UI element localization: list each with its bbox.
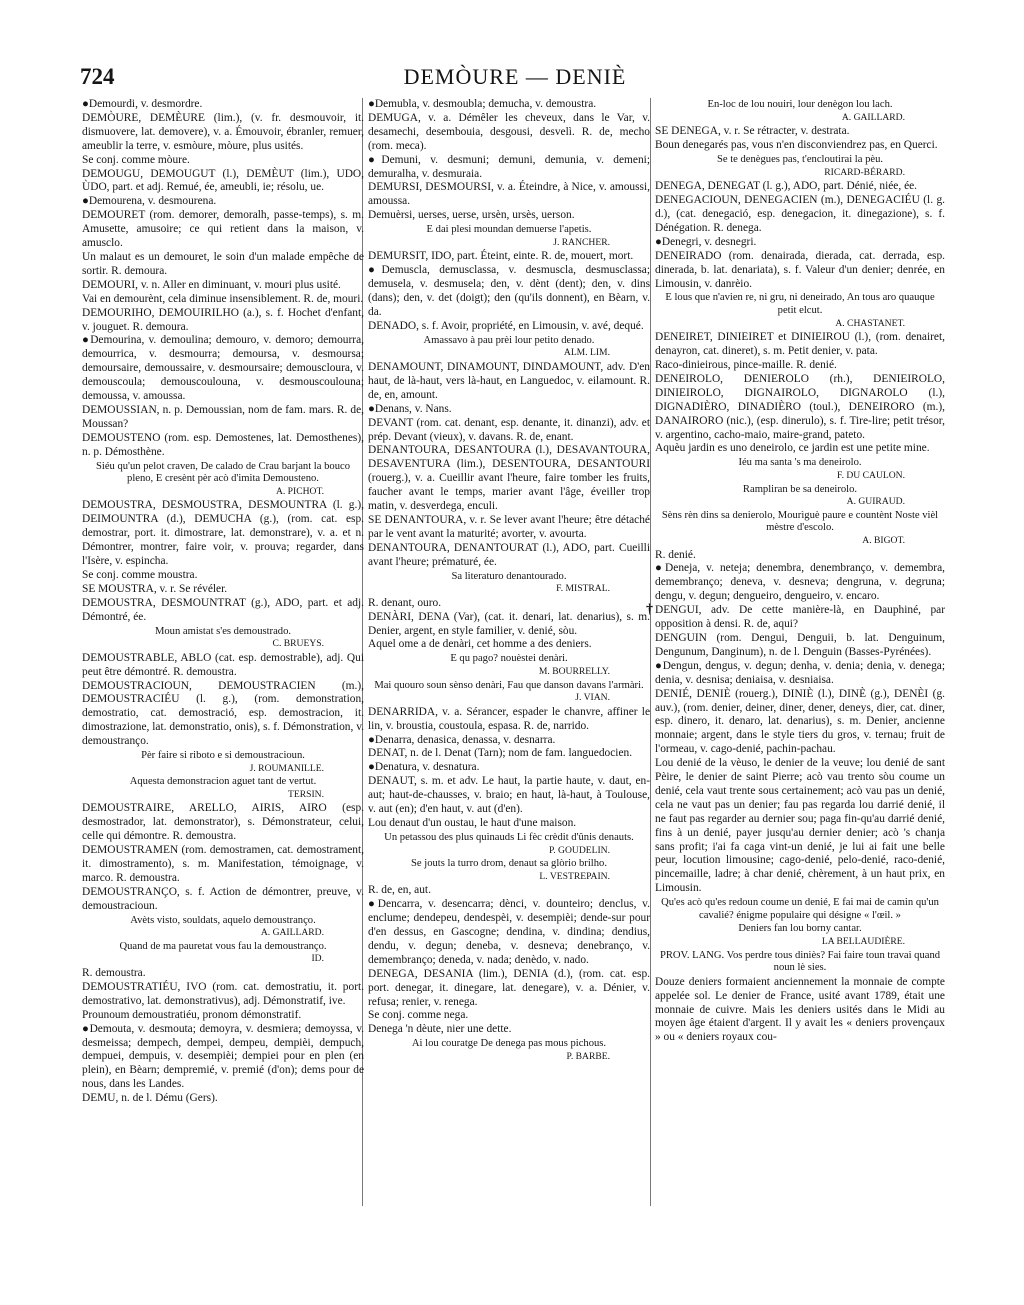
dictionary-entry: ●Demourena, v. desmourena. xyxy=(82,195,217,208)
dictionary-entry: Se conj. comme nega. xyxy=(368,1009,469,1022)
dictionary-entry: DEMU, n. de l. Dému (Gers). xyxy=(82,1092,218,1105)
dictionary-entry: ●Demuscla, demusclassa, v. desmuscla, desmusclassa; demusela, v. desmusela; den, v. dènt (dent); den, v. dins (dans); den, v. det (doigt); den (qu'ils donnent), en Bèarn, v. da. xyxy=(368,264,650,318)
dictionary-entry: DENEGA, DENEGAT (l. g.), ADO, part. Dénié, niée, ée. xyxy=(655,180,918,193)
quotation-attribution: L. VESTREPAIN. xyxy=(539,870,610,882)
quotation-text: Sèns rèn dins sa denierolo, Mourìguè paure e countènt Noste vièl mèstre d'escolo. xyxy=(661,509,939,534)
dictionary-entry: DEMUGA, v. a. Démêler les cheveux, dans le Var, v. desamechi, desembouia, desgousi, desvelì. R. de, mecho (rom. meca). xyxy=(368,111,650,152)
quotation-text: Quand de ma pauretat vous fau la demoustranço. xyxy=(119,940,327,952)
dictionary-entry: ●Denatura, v. desnatura. xyxy=(368,761,480,774)
quotation xyxy=(82,461,364,499)
dictionary-entry: ●Demubla, v. desmoubla; demucha, v. demoustra. xyxy=(368,98,597,110)
quotation-text: Amassavo à pau prèi lour petito denado. xyxy=(423,334,595,346)
dictionary-entry: Un malaut es un demouret, le soin d'un malade empêche de sortir. R. demoura. xyxy=(82,250,364,277)
quotation-attribution: F. DU CAULON. xyxy=(837,469,905,481)
quotation-text: Aquesta demonstracion aguet tant de vertut. xyxy=(129,776,317,788)
dictionary-entry: DEMÒURE, DEMÈURE (lim.), (v. fr. desmouvoir, it. dismuovere, lat. demovere), v. a. Émouvoir, ébranler, remuer, ameublir la terre, v. esmòure, mòure, plus usités. xyxy=(82,111,364,152)
quotation-attribution: LA BELLAUDIÈRE. xyxy=(821,935,905,947)
column-1 xyxy=(82,98,364,1298)
quotation-attribution: F. MISTRAL. xyxy=(556,583,610,595)
page-number: 724 xyxy=(80,64,115,89)
dictionary-entry: Boun denegarés pas, vous n'en disconviendrez pas, en Querci. xyxy=(655,139,938,152)
dictionary-entry: Douze deniers formaient anciennement la monnaie de compte appelée sol. Le denier de France, usité avant 1789, était une monnaie de cuivre. Mais les deniers usités dans le Midi au moyen âge étaient d'argent. Il y avait les « deniers provençaux » ou « deniers royaux cou- xyxy=(655,975,945,1044)
quotation xyxy=(368,858,650,883)
quotation-text: En-loc de lou nouiri, lour denègon lou lach. xyxy=(707,99,893,110)
quotation-text: E dai plesi moundan demuerse l'apetis. xyxy=(426,224,592,236)
quotation-text: Moun amistat s'es demoustrado. xyxy=(154,625,292,637)
quotation-attribution: A. PICHOT. xyxy=(275,485,324,497)
quotation xyxy=(368,571,650,596)
quotation-text: Mai quouro soun sènso denàri, Fau que danson davans l'armàri. xyxy=(374,679,644,691)
column-2 xyxy=(368,98,650,1298)
quotation-text: Deniers fan lou borny cantar. xyxy=(738,923,862,935)
quotation-attribution: ALM. LIM. xyxy=(563,347,610,359)
quotation-attribution: A. GAILLARD. xyxy=(841,111,905,123)
dictionary-entry: R. denié. xyxy=(655,548,696,561)
quotation-text: Iéu ma santa 's ma deneirolo. xyxy=(738,457,862,469)
dictionary-entry: Vai en demourènt, cela diminue insensiblement. R. de, mouri. xyxy=(82,292,364,305)
dictionary-entry: ●Demuni, v. desmuni; demuni, demunia, v. demeni; demuralha, v. desmuraia. xyxy=(368,153,650,180)
dictionary-entry: DEMOUSTRA, DESMOUNTRAT (g.), ADO, part. et adj. Démontré, ée. xyxy=(82,596,364,623)
page-header xyxy=(80,64,950,94)
quotation xyxy=(655,457,945,482)
dictionary-entry: SE DENANTOURA, v. r. Se lever avant l'heure; être détaché par le vent avant la maturité; avorter, v. avourta. xyxy=(368,513,650,540)
quotation-text: Se jouts la turro drom, denaut sa glòrio brilho. xyxy=(411,858,607,870)
quotation xyxy=(655,950,945,975)
quotation-attribution: P. BARBE. xyxy=(566,1050,610,1062)
dictionary-entry: DENAUT, s. m. et adv. Le haut, la partie haute, v. daut, en-aut; haut-de-chausses, v. braio; en haut, là-haut, à Toulouse, v. aut (en); d'en haut, v. aut (d'en). xyxy=(368,775,650,816)
dictionary-entry: ●Dencarra, v. desencarra; dènci, v. dounteiro; denclus, v. enclume; dendepeu, dendespèi, v. desempièi; dende-sur pour d'en dessus, en Gascogne; dendina, v. dindina; dendius, dendu, v. degun; deneba, v. desneva; denebranço, v. demembranço; deneda, v. nada; denèdo, v. nado. xyxy=(368,898,650,966)
dictionary-entry: Raco-dinieirous, pince-maille. R. denié. xyxy=(655,359,837,372)
dictionary-entry: DENARRIDA, v. a. Sérancer, espader le chanvre, affiner le lin, v. broustia, coustoula, espasa. R. de, narrido. xyxy=(368,705,650,732)
dictionary-entry: DENANTOURA, DESANTOURA (l.), DESAVANTOURA, DESAVENTURA (lim.), DESENTOURA, DESANTOURI (rouerg.), v. a. Cueillir avant l'heure, faire tomber les fruits, faucher avant le temps, marier avant l'âge, éveiller trop matin, v. desverdega, enculi. xyxy=(368,444,650,513)
quotation xyxy=(368,832,650,857)
dictionary-entry: ●Denarra, denasica, denassa, v. desnarra. xyxy=(368,733,556,746)
dictionary-entry: DENADO, s. f. Avoir, propriété, en Limousin, v. avé, dequé. xyxy=(368,319,644,332)
margin-mark: † xyxy=(646,602,653,617)
dictionary-entry: DENIÉ, DENIÈ (rouerg.), DINIÈ (l.), DINÈ (g.), DENÈI (g. auv.), (rom. denier, deiner, diner, dener, deneys, dier, cat. diner, esp. dinero, it. denaro, lat. denarius), s. m. Denier, ancienne monnaie; argent, dans le style tiers du gros, v. ternau; fruit de l'ormeau, v. cago-denié, pachin-pachau. xyxy=(655,687,945,756)
quotation-text: E qu pago? nouèstei denàri. xyxy=(450,653,568,665)
quotation-text: Se te denègues pas, t'encloutirai la pèu. xyxy=(716,154,884,165)
dictionary-entry: R. de, en, aut. xyxy=(368,884,431,897)
dictionary-entry: DEMOURET (rom. demorer, demoralh, passe-temps), s. m. Amusette, amusoire; ce qui retient dans la maison, v. amusclo. xyxy=(82,209,364,250)
dictionary-entry: DEMOUSTRATIÉU, IVO (rom. cat. demostratiu, it. port. demostrativo, lat. demonstrativus), adj. Démonstratif, ive. xyxy=(82,980,364,1007)
quotation-attribution: C. BRUEYS. xyxy=(272,638,324,650)
quotation-attribution: J. RANCHER. xyxy=(553,236,610,248)
quotation xyxy=(655,154,945,179)
dictionary-entry: Se conj. comme mòure. xyxy=(82,153,190,166)
dictionary-entry: DEMURSI, DESMOURSI, v. a. Éteindre, à Nice, v. amoussi, amoussa. xyxy=(368,181,650,208)
dictionary-entry: Se conj. comme moustra. xyxy=(82,568,198,581)
quotation-text: Siéu qu'un pelot craven, De calado de Crau barjant la bouco pleno, E cresènt pèr acò d'imita Demousteno. xyxy=(95,460,350,485)
dictionary-entry: DEMOUSTRACIOUN, DEMOUSTRACIEN (m.), DEMOUSTRACIÉU (l. g.), (rom. demonstration, demostratio, cat. demostració, esp. demostracion, it. dimostrazione, lat. demonstratio, onis), s. f. Démonstration, v. demoustranço. xyxy=(82,679,364,748)
quotation-attribution: A. GAILLARD. xyxy=(260,927,324,939)
dictionary-entry: DENGUIN (rom. Dengui, Denguii, b. lat. Denguinum, Dengunum, Danginum), n. de l. Denguin (Basses-Pyrénées). xyxy=(655,631,945,658)
dictionary-entry: ●Demourdi, v. desmordre. xyxy=(82,98,203,110)
quotation-text: Rampliran be sa deneirolo. xyxy=(742,483,858,495)
dictionary-entry: DEMOUSTRA, DESMOUSTRA, DESMOUNTRA (l. g.), DEIMOUNTRA (d.), DEMUCHA (g.), (rom. cat. esp. demostrar, port. it. dimostrare, lat. demonstrare), v. a. et n. Démontrer, montrer, faire voir, v. prouva; regarder, dans l'Isère, v. espincha. xyxy=(82,499,364,567)
dictionary-entry: Aquel ome a de denàri, cet homme a des deniers. xyxy=(368,638,592,651)
dictionary-entry: DENAT, n. de l. Denat (Tarn); nom de fam. languedocien. xyxy=(368,747,633,760)
dictionary-entry: ●Denegri, v. desnegri. xyxy=(655,235,757,248)
dictionary-entry: SE MOUSTRA, v. r. Se révéler. xyxy=(82,582,228,595)
quotation xyxy=(368,653,650,678)
dictionary-entry: DENEIRADO (rom. denairada, dierada, cat. derrada, esp. dinerada, b. lat. denariata), s. f. Valeur d'un denier; denrée, en Limousin, v. danrèio. xyxy=(655,249,945,290)
dictionary-entry: ●Demourina, v. demoulina; demouro, v. demoro; demourra, demourrica, v. desmourra; demoursa, v. desmoursa; demoursaire, demoussaire, v. desmoursaire; demouscloura, v. demouscoula; demouscoulouna, v. desmouscoulouna; demoussa, v. amoussa. xyxy=(82,334,364,403)
dictionary-entry: DEMOUGU, DEMOUGUT (l.), DEMÈUT (lim.), UDO, ÙDO, part. et adj. Remué, ée, ameubli, ie; résolu, ue. xyxy=(82,167,364,194)
quotation xyxy=(368,680,650,705)
dictionary-entry: DEMOUSTENO (rom. esp. Demostenes, lat. Demosthenes), n. p. Démosthène. xyxy=(82,431,364,458)
running-head: DEMÒURE — DENIÈ xyxy=(403,64,627,89)
dictionary-entry: DEMOUSSIAN, n. p. Demoussian, nom de fam. mars. R. de, Moussan? xyxy=(82,403,364,430)
dictionary-entry: Demuèrsi, uerses, uerse, ursèn, ursès, uerson. xyxy=(368,209,575,222)
dictionary-entry: DENAMOUNT, DINAMOUNT, DINDAMOUNT, adv. D'en haut, de là-haut, vers là-haut, en Languedoc, v. eilamount. R. de, en, amount. xyxy=(368,360,650,401)
quotation xyxy=(82,776,364,801)
dictionary-entry: R. demoustra. xyxy=(82,967,146,980)
quotation xyxy=(655,510,945,548)
quotation-attribution: ID. xyxy=(311,953,324,965)
dictionary-entry: DEMOUSTRABLE, ABLO (cat. esp. demostrable), adj. Qui peut être démontré. R. demoustra. xyxy=(82,651,364,678)
quotation xyxy=(655,923,945,948)
quotation-attribution: A. BIGOT. xyxy=(862,534,905,546)
quotation-text: Sa literaturo denantourado. xyxy=(451,570,567,582)
dictionary-entry: DEMOURI, v. n. Aller en diminuant, v. mouri plus usité. xyxy=(82,278,341,291)
dictionary-entry: DENANTOURA, DENANTOURAT (l.), ADO, part. Cueilli avant l'heure; prématuré, ée. xyxy=(368,541,650,568)
quotation xyxy=(82,626,364,651)
quotation-text: Un petassou des plus quinauds Li fèc crèdit d'ûnis denauts. xyxy=(384,831,634,843)
dictionary-entry: R. denant, ouro. xyxy=(368,596,442,609)
quotation-attribution: J. ROUMANILLE. xyxy=(249,762,324,774)
dictionary-entry: DENEGACIOUN, DENEGACIEN (m.), DENEGACIÉU (l. g. d.), (cat. denegació, esp. denegacion, it. dinegazione), s. f. Dénégation. R. denega. xyxy=(655,194,945,234)
quotation-text: PROV. LANG. Vos perdre tous diniès? Fai faire toun travai quand noun lè sies. xyxy=(659,949,941,974)
quotation xyxy=(655,484,945,509)
quotation-text: E lous que n'avien re, ni gru, ni deneirado, An tous aro quauque petit elcut. xyxy=(665,292,935,317)
quotation-attribution: RICARD-BÉRARD. xyxy=(824,166,905,178)
quotation-attribution: A. CHASTANET. xyxy=(835,317,905,329)
quotation-attribution: M. BOURRELLY. xyxy=(538,665,610,677)
dictionary-entry: ●Deneja, v. neteja; denembra, denembranço, v. demembra, demembranço; deneva, v. desneva; dengruna, v. degruna; dengu, v. degun; dengueiro, dengueiro, v. encaro. xyxy=(655,562,945,603)
dictionary-entry: DEVANT (rom. cat. denant, esp. denante, it. dinanzi), adv. et prép. Devant (vieux), v. davans. R. de, enant. xyxy=(368,416,650,443)
dictionary-entry: DENEIROLO, DENIEROLO (rh.), DENIEIROLO, DINIEIROLO, DIGNAIROLO, DIGNAROLO (l.), DIGNADIÈRO, DINADIÈRO (toul.), DENEIRORO (m.), DANAIRORO (nic.), (esp. dinerulo), s. f. Tire-lire; petit trésor, v. argentino, cacho-maio, maire-grand, pateto. xyxy=(655,372,945,441)
quotation xyxy=(368,224,650,249)
quotation xyxy=(368,335,650,360)
quotation-attribution: A. GUIRAUD. xyxy=(846,496,905,508)
quotation xyxy=(655,292,945,330)
dictionary-entry: SE DENEGA, v. r. Se rétracter, v. destrata. xyxy=(655,125,850,138)
dictionary-entry: DEMOUSTRAMEN (rom. demostramen, cat. demostrament, it. dimostramento), s. m. Manifestation, témoignage, v. marco. R. demoustra. xyxy=(82,844,364,884)
dictionary-entry: DEMOUSTRANÇO, s. f. Action de démontrer, preuve, v. demoustracioun. xyxy=(82,885,364,912)
dictionary-entry: DENÀRI, DENA (Var), (cat. it. denari, lat. denarius), s. m. Denier, argent, en style familier, v. denié, sòu. xyxy=(368,610,650,637)
dictionary-entry: Aquèu jardin es uno deneirolo, ce jardin est une petite mine. xyxy=(655,442,930,455)
quotation-attribution: J. VIAN. xyxy=(575,692,610,704)
quotation-text: Ai lou couratge De denega pas mous pichous. xyxy=(411,1038,607,1050)
quotation xyxy=(655,99,945,124)
dictionary-entry: ●Dengun, dengus, v. degun; denha, v. denia; denia, v. denega; denia, v. desnisa; deniaisa, v. desniaisa. xyxy=(655,659,945,686)
column-rule xyxy=(650,98,651,1206)
quotation-text: Avèts visto, souldats, aquelo demoustranço. xyxy=(130,914,316,926)
quotation xyxy=(82,941,364,966)
quotation xyxy=(82,750,364,775)
quotation-attribution: P. GOUDELIN. xyxy=(548,844,610,856)
quotation xyxy=(655,897,945,922)
column-3 xyxy=(655,98,945,1298)
dictionary-entry: Prounoum demoustratiéu, pronom démonstratif. xyxy=(82,1008,302,1021)
dictionary-entry: DENEIRET, DINIEIRET et DINIEIROU (l.), (rom. denairet, denayron, cat. dineret), s. m. Petit denier, v. pata. xyxy=(655,331,945,358)
dictionary-entry: DENEGA, DESANIA (lim.), DENIA (d.), (rom. cat. esp. port. denegar, it. dinegare, lat. denegare), v. a. Dénier, v. refusa; renier, v. renega. xyxy=(368,967,650,1008)
quotation xyxy=(82,915,364,940)
dictionary-entry: ●Denans, v. Nans. xyxy=(368,402,452,415)
quotation xyxy=(368,1038,650,1063)
dictionary-entry: ●Demouta, v. desmouta; demoyra, v. desmiera; demoyssa, v. desmeissa; dempech, dempei, dempeu, dempièi, dempuch, dempuei, dempuis, v. desempièi; dempiei pour en plen (en plein), en Bèarn; dempremié, v. premié (d'on); dems pour de nous, dans les Landes. xyxy=(82,1022,364,1091)
dictionary-entry: DEMOURIHO, DEMOUIRILHO (a.), s. f. Hochet d'enfant, v. jouguet. R. demoura. xyxy=(82,306,364,333)
dictionary-entry: DEMURSIT, IDO, part. Éteint, einte. R. de, mouert, mort. xyxy=(368,250,634,263)
quotation-text: Pèr faire si riboto e si demoustracioun. xyxy=(141,750,305,762)
dictionary-entry: Lou denié de la vèuso, le denier de la veuve; lou denié de sant Pèire, le denier de saint Pierre; acò vau trento sòu coume un denié, cela vaut trente sous certainement; acò vau pas un denié, cela ne vaut pas un denier; fau pas regarda lou darrié denié, il ne faut pas regarder au dernier sou; paga fin-qu'au darrié denié, fins à un denié, payer jusqu'au dernier denier; acò 's chanja sans profit; i'ai fa caga vint-un denié, je lui ai fait une belle peur, locution limousine; cago-denié, pelo-denié, raco-denié, pincemaille, ladre; à char denié, chèrement, à un haut prix, en Limousin. xyxy=(655,757,945,895)
dictionary-entry: DEMOUSTRAIRE, ARELLO, AIRIS, AIRO (esp. desmostrador, lat. demonstrator), s. Démonstrateur, celui, celle qui démontre. R. demoustra. xyxy=(82,802,364,843)
quotation-text: Qu'es acò qu'es redoun coume un denié, E fai mai de camin qu'un cavalié? énigme populaire qui désigne « l'œil. » xyxy=(661,897,939,921)
dictionary-entry: Lou denaut d'un oustau, le haut d'une maison. xyxy=(368,817,577,829)
dictionary-entry: Denega 'n dèute, nier une dette. xyxy=(368,1023,512,1036)
quotation-attribution: TERSIN. xyxy=(288,788,324,800)
dictionary-entry: DENGUI, adv. De cette manière-là, en Dauphiné, par opposition à densi. R. de, aqui? xyxy=(655,604,945,631)
